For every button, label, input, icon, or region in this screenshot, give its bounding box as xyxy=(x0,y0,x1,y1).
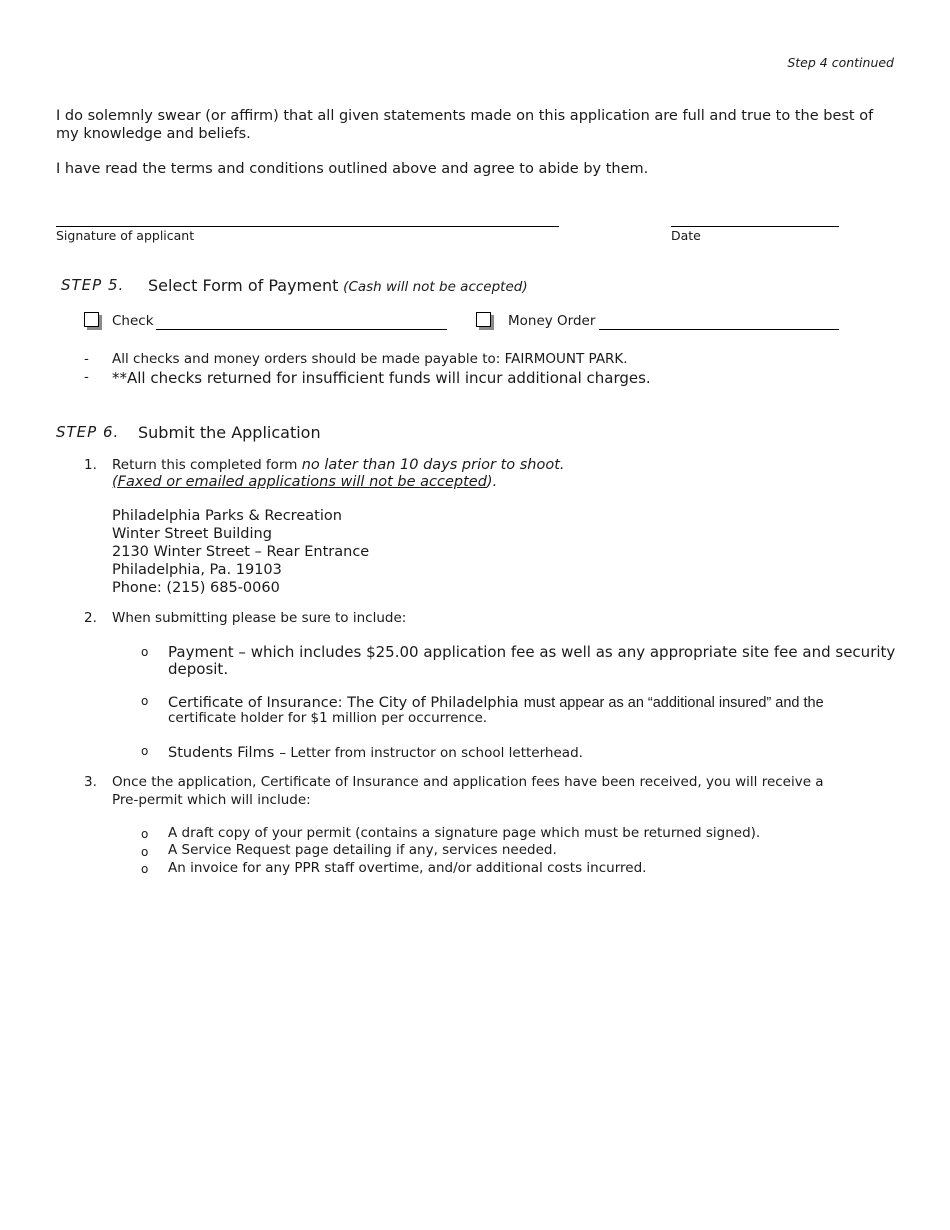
step5-title-row xyxy=(148,276,528,295)
item1-note-row xyxy=(112,474,497,490)
item1-number: 1. xyxy=(84,457,97,473)
item2-number: 2. xyxy=(84,610,97,626)
oath-line-1: I do solemnly swear (or affirm) that all given statements made on this application are full and true to the best of xyxy=(56,108,874,124)
step5-title: Select Form of Payment xyxy=(148,276,339,295)
step-continued-label: Step 4 continued xyxy=(787,55,894,70)
step6-label: STEP 6. xyxy=(56,423,120,441)
item3-text-cont: Pre-permit which will include: xyxy=(112,792,311,808)
prepermit-item: A draft copy of your permit (contains a signature page which must be returned signed). xyxy=(168,825,761,841)
insufficient-funds-note: **All checks returned for insufficient funds will incur additional charges. xyxy=(112,369,651,387)
check-number-line[interactable] xyxy=(156,329,447,330)
item3-text: Once the application, Certificate of Insurance and application fees have been received, you will receive a xyxy=(112,774,824,790)
bullet-marker: o xyxy=(141,845,149,859)
date-line[interactable] xyxy=(671,226,839,227)
item1-text: Return this completed form xyxy=(112,457,298,473)
students-head: Students Films xyxy=(168,745,275,761)
item1-fax-note: (Faxed or emailed applications will not be accepted xyxy=(112,474,487,490)
insurance-requirement-row xyxy=(168,692,824,711)
money-order-line[interactable] xyxy=(599,329,839,330)
check-label: Check xyxy=(112,313,154,329)
date-label: Date xyxy=(671,228,701,243)
address-line: Philadelphia, Pa. 19103 xyxy=(112,562,282,578)
insurance-tail: must appear as an “additional insured” and the xyxy=(523,695,824,711)
bullet-marker: o xyxy=(141,645,149,659)
bullet-marker: o xyxy=(141,862,149,876)
dash-marker: - xyxy=(84,351,89,367)
prepermit-item: A Service Request page detailing if any, services needed. xyxy=(168,842,557,858)
payment-requirement: Payment – which includes $25.00 application fee as well as any appropriate site fee and security xyxy=(168,643,896,661)
agree-statement: I have read the terms and conditions outlined above and agree to abide by them. xyxy=(56,161,649,177)
bullet-marker: o xyxy=(141,744,149,758)
bullet-marker: o xyxy=(141,827,149,841)
signature-label: Signature of applicant xyxy=(56,228,195,243)
insurance-head: Certificate of Insurance: The City of Philadelphia xyxy=(168,695,519,711)
address-line: 2130 Winter Street – Rear Entrance xyxy=(112,544,370,560)
students-requirement-row xyxy=(168,742,583,761)
item3-number: 3. xyxy=(84,774,97,790)
step5-label: STEP 5. xyxy=(61,276,125,294)
money-order-label: Money Order xyxy=(508,313,596,329)
prepermit-item: An invoice for any PPR staff overtime, and/or additional costs incurred. xyxy=(168,860,647,876)
payment-requirement-cont: deposit. xyxy=(168,660,229,678)
step5-note: (Cash will not be accepted) xyxy=(343,279,528,295)
insurance-requirement-cont: certificate holder for $1 million per occurrence. xyxy=(168,710,488,726)
oath-line-2: my knowledge and beliefs. xyxy=(56,126,251,142)
bullet-marker: o xyxy=(141,694,149,708)
item1-fax-note-end: ). xyxy=(486,474,498,490)
students-tail: – Letter from instructor on school letterhead. xyxy=(279,745,583,761)
item2-text: When submitting please be sure to include: xyxy=(112,610,407,626)
check-checkbox[interactable] xyxy=(84,312,99,327)
payable-to-note: All checks and money orders should be made payable to: FAIRMOUNT PARK. xyxy=(112,351,628,367)
address-line: Philadelphia Parks & Recreation xyxy=(112,508,342,524)
dash-marker: - xyxy=(84,369,89,385)
address-line: Winter Street Building xyxy=(112,526,272,542)
item1-deadline: no later than 10 days prior to shoot. xyxy=(301,457,565,473)
signature-line[interactable] xyxy=(56,226,559,227)
item1-text-row xyxy=(112,457,565,473)
mailing-address xyxy=(112,507,369,597)
address-phone: Phone: (215) 685-0060 xyxy=(112,580,280,596)
money-order-checkbox[interactable] xyxy=(476,312,491,327)
step6-title: Submit the Application xyxy=(138,423,321,442)
